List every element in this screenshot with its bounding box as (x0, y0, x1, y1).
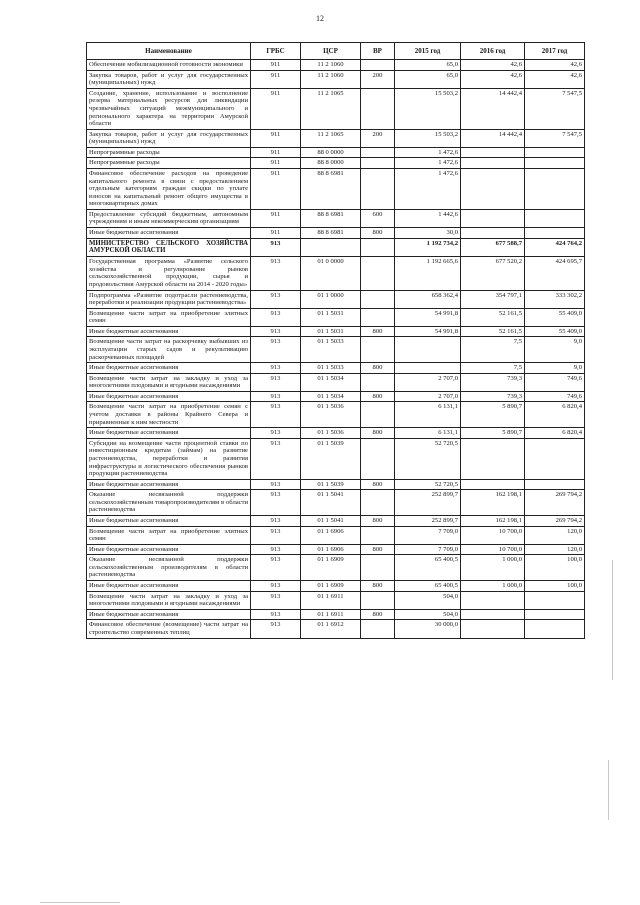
cell-name: Возмещение части затрат на приобретение элитных семян (87, 526, 251, 544)
scan-artifact-line (612, 560, 613, 680)
table-row (87, 555, 585, 581)
cell-name: Закупка товаров, работ и услуг для государственных (муниципальных) нужд (87, 129, 251, 147)
cell-2015: 30 000,0 (395, 620, 461, 638)
header-vr: ВР (361, 43, 395, 60)
cell-2015 (395, 337, 461, 363)
cell-grbs: 913 (251, 308, 301, 326)
cell-csr: 01 1 5031 (301, 326, 361, 337)
cell-2016: 10 700,0 (461, 544, 525, 555)
cell-vr (361, 290, 395, 308)
header-2016: 2016 год (461, 43, 525, 60)
cell-2015: 54 991,8 (395, 326, 461, 337)
table-row (87, 168, 585, 209)
cell-csr: 11 2 1065 (301, 129, 361, 147)
cell-vr (361, 402, 395, 428)
table-row (87, 88, 585, 129)
table-row (87, 544, 585, 555)
cell-grbs: 911 (251, 60, 301, 71)
cell-2015: 65 400,5 (395, 555, 461, 581)
header-grbs: ГРБС (251, 43, 301, 60)
cell-grbs: 911 (251, 209, 301, 227)
cell-2017: 120,0 (525, 526, 585, 544)
cell-2015: 504,0 (395, 591, 461, 609)
cell-2017: 100,0 (525, 581, 585, 592)
cell-2016 (461, 479, 525, 490)
cell-grbs: 913 (251, 373, 301, 391)
cell-grbs: 913 (251, 391, 301, 402)
cell-csr: 11 2 1060 (301, 60, 361, 71)
cell-name: Закупка товаров, работ и услуг для государственных (муниципальных) нужд (87, 70, 251, 88)
cell-csr: 01 0 0000 (301, 257, 361, 290)
table-row (87, 257, 585, 290)
cell-csr: 01 1 5033 (301, 363, 361, 374)
cell-vr: 200 (361, 70, 395, 88)
cell-name: Возмещение части затрат на приобретение элитных семян (87, 308, 251, 326)
cell-csr: 01 1 5036 (301, 402, 361, 428)
cell-csr: 01 1 6911 (301, 609, 361, 620)
cell-vr (361, 490, 395, 516)
cell-grbs: 913 (251, 591, 301, 609)
page-number: 12 (316, 14, 324, 23)
header-name: Наименование (87, 43, 251, 60)
cell-grbs: 913 (251, 544, 301, 555)
cell-2015: 65,0 (395, 70, 461, 88)
cell-csr: 01 1 5039 (301, 479, 361, 490)
cell-csr (301, 238, 361, 257)
cell-grbs: 913 (251, 238, 301, 257)
cell-grbs: 913 (251, 581, 301, 592)
scan-artifact-line (40, 902, 120, 903)
table-row (87, 209, 585, 227)
cell-grbs: 911 (251, 228, 301, 239)
cell-grbs: 913 (251, 257, 301, 290)
cell-2016: 677 520,2 (461, 257, 525, 290)
cell-2017: 55 409,0 (525, 308, 585, 326)
cell-csr: 01 1 5031 (301, 308, 361, 326)
table-row (87, 373, 585, 391)
header-2015: 2015 год (395, 43, 461, 60)
cell-grbs: 913 (251, 337, 301, 363)
cell-2015 (395, 363, 461, 374)
cell-vr: 800 (361, 326, 395, 337)
cell-csr: 11 2 1060 (301, 70, 361, 88)
cell-vr (361, 337, 395, 363)
table-row (87, 516, 585, 527)
cell-2015: 2 707,0 (395, 391, 461, 402)
cell-2017: 7 547,5 (525, 129, 585, 147)
cell-2017: 749,6 (525, 391, 585, 402)
table-row (87, 526, 585, 544)
table-row (87, 402, 585, 428)
cell-2016 (461, 147, 525, 158)
cell-2016: 7,5 (461, 363, 525, 374)
cell-grbs: 913 (251, 526, 301, 544)
cell-2015: 52 720,5 (395, 438, 461, 479)
cell-vr (361, 88, 395, 129)
cell-name: Оказание несвязанной поддержки сельскохозяйственным производителям в области растениеводства (87, 555, 251, 581)
cell-2017: 120,0 (525, 544, 585, 555)
cell-vr: 800 (361, 544, 395, 555)
header-2017: 2017 год (525, 43, 585, 60)
cell-grbs: 911 (251, 158, 301, 169)
table-row (87, 337, 585, 363)
cell-csr: 88 0 0000 (301, 147, 361, 158)
cell-csr: 01 1 6909 (301, 581, 361, 592)
cell-2017: 6 820,4 (525, 428, 585, 439)
cell-2016: 52 161,5 (461, 326, 525, 337)
cell-vr (361, 147, 395, 158)
cell-vr (361, 168, 395, 209)
cell-2015: 7 709,0 (395, 526, 461, 544)
cell-vr (361, 526, 395, 544)
cell-2016: 42,6 (461, 60, 525, 71)
table-row (87, 60, 585, 71)
cell-2015: 65,0 (395, 60, 461, 71)
cell-2017 (525, 438, 585, 479)
table-row (87, 158, 585, 169)
cell-2015: 15 503,2 (395, 88, 461, 129)
cell-2016: 5 890,7 (461, 428, 525, 439)
table-row (87, 591, 585, 609)
cell-grbs: 911 (251, 147, 301, 158)
cell-name: Непрограммные расходы (87, 158, 251, 169)
cell-csr: 01 1 5039 (301, 438, 361, 479)
cell-name: Возмещение части затрат на закладку и уход за многолетними плодовыми и ягодными насаждениями (87, 373, 251, 391)
cell-2016: 677 588,7 (461, 238, 525, 257)
cell-2017: 42,6 (525, 70, 585, 88)
cell-name: Иные бюджетные ассигнования (87, 363, 251, 374)
cell-vr (361, 238, 395, 257)
cell-2017 (525, 147, 585, 158)
cell-grbs: 913 (251, 479, 301, 490)
cell-2017: 42,6 (525, 60, 585, 71)
cell-csr: 01 1 5033 (301, 337, 361, 363)
cell-2015: 1 472,6 (395, 168, 461, 209)
cell-csr: 88 8 6981 (301, 168, 361, 209)
cell-name: Возмещение части затрат на раскорчевку выбывших из эксплуатации старых садов и рекультивацию раскорчеванных площадей (87, 337, 251, 363)
cell-csr: 11 2 1065 (301, 88, 361, 129)
cell-2015: 504,0 (395, 609, 461, 620)
cell-vr (361, 158, 395, 169)
cell-vr (361, 308, 395, 326)
cell-2016: 1 000,0 (461, 581, 525, 592)
cell-name: Предоставление субсидий бюджетным, автономным учреждениям и иным некоммерческим организациям (87, 209, 251, 227)
cell-2016: 10 700,0 (461, 526, 525, 544)
cell-2017: 7 547,5 (525, 88, 585, 129)
cell-csr: 01 1 6911 (301, 591, 361, 609)
cell-2015: 252 899,7 (395, 490, 461, 516)
cell-2015: 52 720,5 (395, 479, 461, 490)
cell-grbs: 913 (251, 620, 301, 638)
budget-table (86, 42, 585, 639)
scan-artifact-line (608, 760, 609, 820)
cell-2017: 55 409,0 (525, 326, 585, 337)
cell-name: Обеспечение мобилизационной готовности экономики (87, 60, 251, 71)
cell-2017: 333 302,2 (525, 290, 585, 308)
cell-2015: 1 442,6 (395, 209, 461, 227)
cell-2015: 658 362,4 (395, 290, 461, 308)
cell-grbs: 913 (251, 555, 301, 581)
cell-grbs: 913 (251, 609, 301, 620)
cell-2017 (525, 228, 585, 239)
table-row (87, 308, 585, 326)
cell-name: Возмещение части затрат на приобретение семян с учетом доставки в районы Крайнего Севера и приравненные к ним местности (87, 402, 251, 428)
cell-2016: 7,5 (461, 337, 525, 363)
cell-csr: 88 8 6981 (301, 228, 361, 239)
cell-2015: 65 400,5 (395, 581, 461, 592)
cell-2016 (461, 438, 525, 479)
table-row (87, 290, 585, 308)
cell-name: Подпрограмма «Развитие подотрасли растениеводства, переработки и реализации продукции растениеводства» (87, 290, 251, 308)
table-row (87, 620, 585, 638)
cell-vr (361, 373, 395, 391)
table-row (87, 363, 585, 374)
cell-grbs: 913 (251, 438, 301, 479)
cell-2015: 6 131,1 (395, 402, 461, 428)
cell-name: Возмещение части затрат на закладку и уход за многолетними плодовыми и ягодными насаждениями (87, 591, 251, 609)
cell-2015: 54 991,8 (395, 308, 461, 326)
cell-name: Иные бюджетные ассигнования (87, 581, 251, 592)
table-row (87, 326, 585, 337)
cell-2016: 14 442,4 (461, 129, 525, 147)
cell-2016 (461, 209, 525, 227)
table-row (87, 238, 585, 257)
cell-2016: 739,3 (461, 373, 525, 391)
cell-name: Иные бюджетные ассигнования (87, 516, 251, 527)
cell-2016 (461, 228, 525, 239)
cell-2016: 162 198,1 (461, 490, 525, 516)
cell-vr (361, 257, 395, 290)
cell-2017 (525, 479, 585, 490)
cell-2016: 739,3 (461, 391, 525, 402)
cell-csr: 01 1 5036 (301, 428, 361, 439)
cell-vr: 200 (361, 129, 395, 147)
cell-2017: 424 695,7 (525, 257, 585, 290)
cell-grbs: 913 (251, 490, 301, 516)
cell-2016: 42,6 (461, 70, 525, 88)
cell-2017 (525, 609, 585, 620)
cell-name: Финансовое обеспечение расходов на проведение капитального ремонта в связи с предоставлением отдельным категориям граждан скидки по уплате взносов на капитальный ремонт общего имущества в многоквартирных домах (87, 168, 251, 209)
cell-vr (361, 591, 395, 609)
table-row (87, 70, 585, 88)
cell-grbs: 913 (251, 326, 301, 337)
cell-name: Иные бюджетные ассигнования (87, 479, 251, 490)
cell-2017 (525, 158, 585, 169)
cell-2016 (461, 168, 525, 209)
cell-vr: 800 (361, 363, 395, 374)
cell-csr: 88 8 6981 (301, 209, 361, 227)
table-row (87, 609, 585, 620)
cell-grbs: 913 (251, 516, 301, 527)
cell-csr: 01 1 5041 (301, 516, 361, 527)
cell-vr (361, 60, 395, 71)
cell-grbs: 913 (251, 402, 301, 428)
cell-csr: 01 1 5034 (301, 391, 361, 402)
cell-2017: 6 820,4 (525, 402, 585, 428)
cell-2017 (525, 209, 585, 227)
cell-2015: 7 709,0 (395, 544, 461, 555)
cell-csr: 01 1 5041 (301, 490, 361, 516)
cell-grbs: 911 (251, 129, 301, 147)
cell-vr: 600 (361, 209, 395, 227)
cell-2015: 1 472,6 (395, 158, 461, 169)
cell-vr: 800 (361, 516, 395, 527)
cell-grbs: 913 (251, 363, 301, 374)
cell-2016: 162 198,1 (461, 516, 525, 527)
cell-2017: 269 794,2 (525, 516, 585, 527)
cell-2015: 2 707,0 (395, 373, 461, 391)
cell-2017: 269 794,2 (525, 490, 585, 516)
cell-name: Создание, хранение, использование и восполнение резерва материальных ресурсов для ликвидации чрезвычайных ситуаций межмуниципального и регионального характера на территории Амурской области (87, 88, 251, 129)
cell-csr: 01 1 5034 (301, 373, 361, 391)
table-row (87, 438, 585, 479)
cell-2017 (525, 168, 585, 209)
table-header-row (87, 43, 585, 60)
cell-2016: 5 890,7 (461, 402, 525, 428)
cell-vr (361, 555, 395, 581)
table-row (87, 129, 585, 147)
cell-grbs: 913 (251, 290, 301, 308)
cell-csr: 88 8 0000 (301, 158, 361, 169)
cell-name: Иные бюджетные ассигнования (87, 228, 251, 239)
cell-2016 (461, 609, 525, 620)
cell-vr (361, 620, 395, 638)
cell-name: Субсидии на возмещение части процентной ставки по инвестиционным кредитам (займам) на развитие растениеводства, переработки и развития инфраструктуры и логистического обеспечения рынков продукции растениеводства (87, 438, 251, 479)
cell-csr: 01 1 6906 (301, 544, 361, 555)
table-row (87, 428, 585, 439)
cell-grbs: 913 (251, 428, 301, 439)
cell-name: Иные бюджетные ассигнования (87, 609, 251, 620)
cell-2016: 52 161,5 (461, 308, 525, 326)
cell-2016 (461, 620, 525, 638)
cell-2015: 15 503,2 (395, 129, 461, 147)
cell-2015: 252 899,7 (395, 516, 461, 527)
cell-name: Государственная программа «Развитие сельского хозяйства и регулирование рынков сельскохозяйственной продукции, сырья и продовольствия Амурской области на 2014 - 2020 годы» (87, 257, 251, 290)
cell-csr: 01 1 0000 (301, 290, 361, 308)
cell-vr: 800 (361, 581, 395, 592)
cell-csr: 01 1 6909 (301, 555, 361, 581)
cell-2015: 1 192 734,2 (395, 238, 461, 257)
cell-2015: 1 192 665,6 (395, 257, 461, 290)
cell-vr: 800 (361, 479, 395, 490)
cell-name: Иные бюджетные ассигнования (87, 428, 251, 439)
cell-2017: 100,0 (525, 555, 585, 581)
cell-csr: 01 1 6906 (301, 526, 361, 544)
table-row (87, 479, 585, 490)
cell-2016: 354 797,1 (461, 290, 525, 308)
cell-2016: 14 442,4 (461, 88, 525, 129)
cell-name: Иные бюджетные ассигнования (87, 544, 251, 555)
cell-grbs: 911 (251, 168, 301, 209)
cell-2017: 9,0 (525, 337, 585, 363)
cell-2017: 749,6 (525, 373, 585, 391)
table-row (87, 581, 585, 592)
table-row (87, 147, 585, 158)
cell-vr: 800 (361, 609, 395, 620)
cell-vr (361, 438, 395, 479)
cell-2017 (525, 620, 585, 638)
cell-vr: 800 (361, 228, 395, 239)
cell-2017: 9,0 (525, 363, 585, 374)
cell-name: МИНИСТЕРСТВО СЕЛЬСКОГО ХОЗЯЙСТВА АМУРСКОЙ ОБЛАСТИ (87, 238, 251, 257)
cell-2017: 424 764,2 (525, 238, 585, 257)
cell-grbs: 911 (251, 70, 301, 88)
cell-2015: 6 131,1 (395, 428, 461, 439)
table-row (87, 228, 585, 239)
cell-csr: 01 1 6912 (301, 620, 361, 638)
cell-grbs: 911 (251, 88, 301, 129)
table-row (87, 391, 585, 402)
cell-2017 (525, 591, 585, 609)
cell-2016 (461, 591, 525, 609)
cell-name: Иные бюджетные ассигнования (87, 391, 251, 402)
cell-name: Оказание несвязанной поддержки сельскохозяйственным товаропроизводителям в области растениеводства (87, 490, 251, 516)
table-row (87, 490, 585, 516)
cell-name: Иные бюджетные ассигнования (87, 326, 251, 337)
cell-name: Непрограммные расходы (87, 147, 251, 158)
cell-2016 (461, 158, 525, 169)
header-csr: ЦСР (301, 43, 361, 60)
cell-2015: 30,0 (395, 228, 461, 239)
cell-2015: 1 472,6 (395, 147, 461, 158)
cell-name: Финансовое обеспечение (возмещение) части затрат на строительство современных теплиц (87, 620, 251, 638)
cell-2016: 1 000,0 (461, 555, 525, 581)
cell-vr: 800 (361, 428, 395, 439)
cell-vr: 800 (361, 391, 395, 402)
